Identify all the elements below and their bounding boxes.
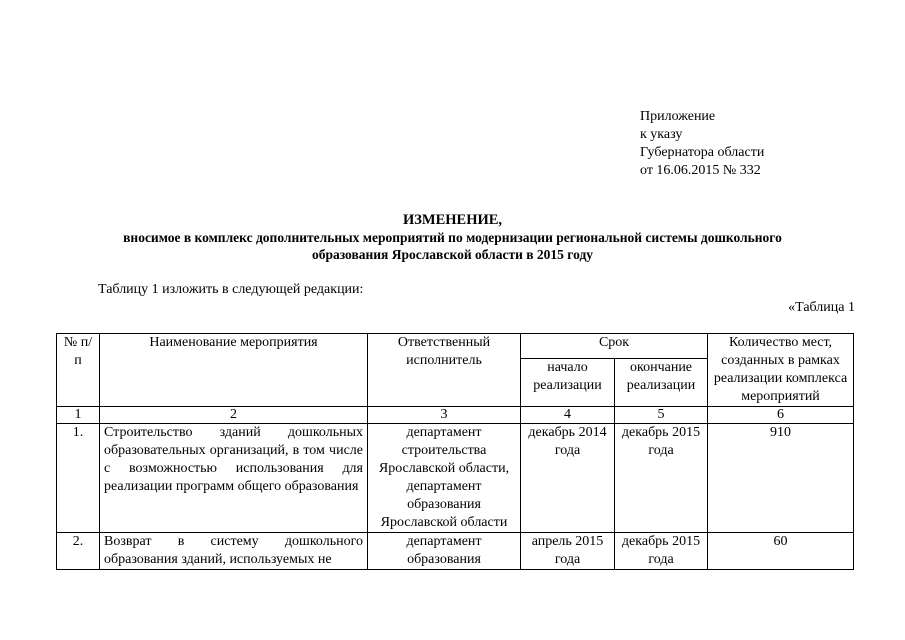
row-executor: департамент строительства Ярославской области, департамент образования Ярославской области: [368, 424, 521, 533]
appendix-line: к указу: [640, 127, 683, 142]
header-end: окончание реализации: [615, 358, 708, 406]
index-cell: 4: [521, 407, 615, 424]
header-name: Наименование мероприятия: [100, 334, 368, 407]
row-name: Строительство зданий дошкольных образовательных организаций, в том числе с возможностью использования для реализации программ общего образования: [100, 424, 368, 533]
row-num: 1.: [57, 424, 100, 533]
appendix-line: Приложение: [640, 109, 716, 124]
index-cell: 2: [100, 407, 368, 424]
appendix-block: [640, 108, 764, 180]
index-cell: 3: [368, 407, 521, 424]
table-index-row: [57, 407, 854, 424]
table-row: [57, 533, 854, 570]
title-subtitle-line-1: вносимое в комплекс дополнительных мероприятий по модернизации региональной системы дошкольного: [123, 230, 782, 245]
header-executor: Ответственный исполнитель: [368, 334, 521, 407]
row-end: декабрь 2015 года: [615, 424, 708, 533]
header-term: Срок: [521, 334, 708, 359]
header-start: начало реализации: [521, 358, 615, 406]
title-subtitle-line-2: образования Ярославской области в 2015 году: [311, 247, 594, 262]
table-reference: «Таблица 1: [788, 300, 855, 315]
intro-text: Таблицу 1 изложить в следующей редакции:: [98, 282, 364, 297]
index-cell: 5: [615, 407, 708, 424]
row-name: Возврат в систему дошкольного образования зданий, используемых не: [100, 533, 368, 570]
title-heading: ИЗМЕНЕНИЕ,: [402, 212, 503, 228]
appendix-line: Губернатора области: [640, 145, 765, 160]
header-places: Количество мест, созданных в рамках реализации комплекса мероприятий: [708, 334, 854, 407]
row-end: декабрь 2015 года: [615, 533, 708, 570]
appendix-line: от 16.06.2015 № 332: [640, 163, 761, 178]
index-cell: 1: [57, 407, 100, 424]
row-num: 2.: [57, 533, 100, 570]
header-num: № п/п: [57, 334, 100, 407]
measures-table: [56, 333, 854, 570]
document-title: [60, 212, 845, 263]
row-start: апрель 2015 года: [521, 533, 615, 570]
row-places: 910: [708, 424, 854, 533]
row-executor: департамент образования: [368, 533, 521, 570]
index-cell: 6: [708, 407, 854, 424]
table-row: [57, 424, 854, 533]
table-header-row: [57, 334, 854, 359]
row-places: 60: [708, 533, 854, 570]
row-start: декабрь 2014 года: [521, 424, 615, 533]
